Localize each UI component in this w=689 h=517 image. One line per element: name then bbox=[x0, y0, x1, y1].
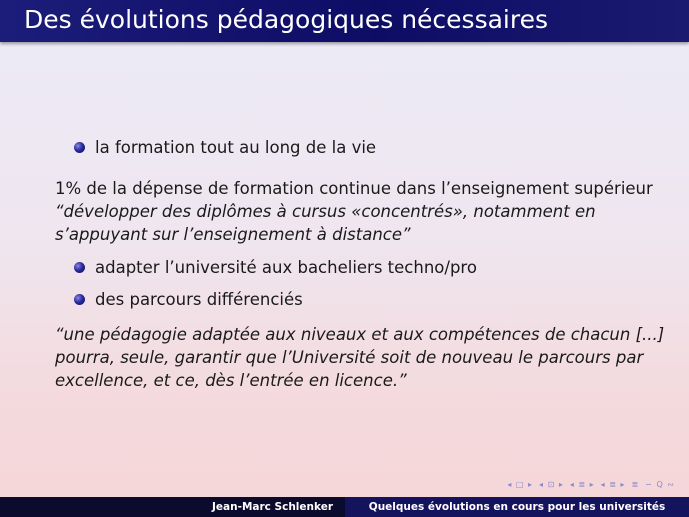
title-bar bbox=[0, 0, 689, 42]
quote-2-line-3: excellence, et ce, dès l’entrée en licence.” bbox=[55, 371, 407, 390]
bullet-icon bbox=[74, 262, 85, 273]
slide-title: Des évolutions pédagogiques nécessaires bbox=[24, 5, 549, 34]
beamer-navigation bbox=[507, 480, 675, 489]
bullet-text: adapter l’université aux bacheliers techno/pro bbox=[95, 258, 477, 277]
document-nav-button[interactable]: ◂ ≣ ▸ bbox=[600, 480, 626, 489]
quote-2-line-2: pourra, seule, garantir que l’Université soit de nouveau le parcours par bbox=[55, 348, 644, 367]
subsection-nav-button[interactable]: ◂ ⊡ ▸ bbox=[539, 480, 564, 489]
bullet-icon bbox=[74, 294, 85, 305]
footer-author: Jean-Marc Schlenker bbox=[212, 501, 333, 513]
frame-nav-button[interactable]: ◂ □ ▸ bbox=[507, 480, 534, 489]
bullet-icon bbox=[74, 142, 85, 153]
section-nav-button[interactable]: ◂ ≣ ▸ bbox=[569, 480, 595, 489]
bullet-item-parcours bbox=[74, 290, 303, 309]
footer-title-box bbox=[345, 497, 689, 517]
quote-1-line-1: “développer des diplômes à cursus «concentrés», notamment en bbox=[55, 202, 596, 221]
paragraph-depense: 1% de la dépense de formation continue dans l’enseignement supérieur bbox=[55, 179, 653, 198]
bullet-item-formation bbox=[74, 138, 376, 157]
bullet-item-bacheliers bbox=[74, 258, 477, 277]
footer bbox=[0, 497, 689, 517]
quote-2-line-1: “une pédagogie adaptée aux niveaux et aux compétences de chacun [...] bbox=[55, 325, 665, 344]
search-icon[interactable]: ∽ Q ∾ bbox=[645, 480, 675, 489]
bullet-text: des parcours différenciés bbox=[95, 290, 303, 309]
footer-short-title: Quelques évolutions en cours pour les universités bbox=[368, 501, 666, 513]
quote-1-line-2: s’appuyant sur l’enseignement à distance” bbox=[55, 225, 411, 244]
footer-author-box bbox=[0, 497, 345, 517]
align-icon[interactable]: ≣ bbox=[631, 480, 640, 489]
bullet-text: la formation tout au long de la vie bbox=[95, 138, 377, 157]
